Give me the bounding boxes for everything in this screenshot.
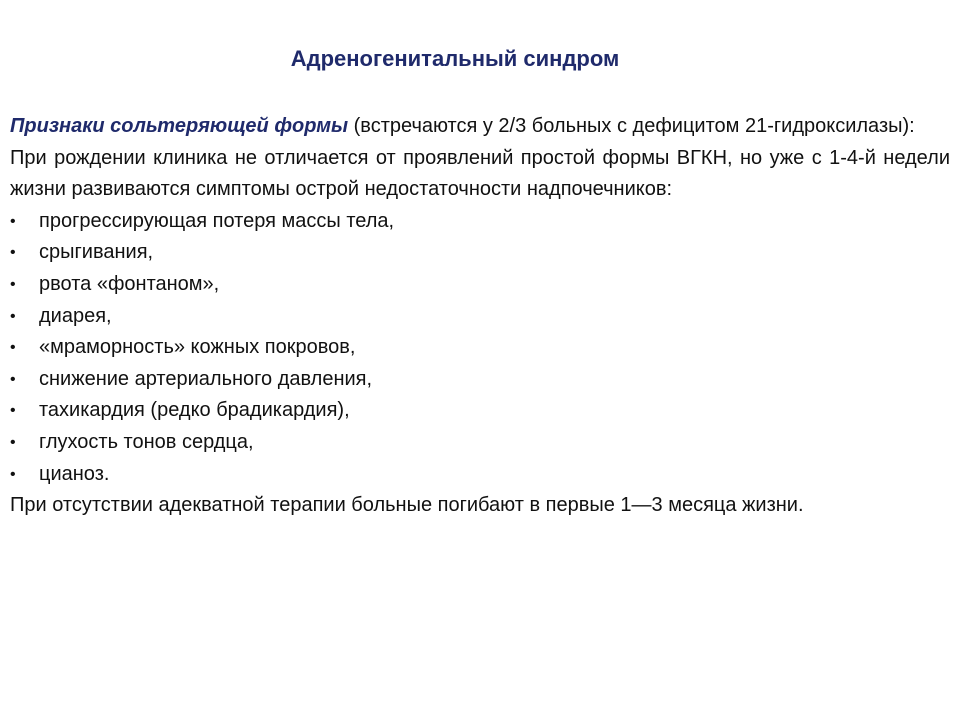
list-item-text: снижение артериального давления, [39,367,373,390]
list-item [10,269,950,301]
conclusion-paragraph: При отсутствии адекватной терапии больные погибают в первые 1—3 месяца жизни. [10,494,804,517]
list-item [10,459,950,491]
list-item-text: «мраморность» кожных покровов, [39,336,356,359]
clinical-paragraph: При рождении клиника не отличается от проявлений простой формы ВГКН, но уже с 1-4-й недели жизни развиваются симптомы острой недостаточности надпочечников: [10,146,950,201]
list-item [10,332,950,364]
bullet-icon: • [10,244,16,262]
list-item-text: тахикардия (редко брадикардия), [39,399,350,422]
list-item [10,301,950,333]
bullet-icon: • [10,465,16,483]
list-item-text: прогрессирующая потеря массы тела, [39,209,395,232]
bullet-icon: • [10,433,16,451]
list-item [10,237,950,269]
list-item-text: рвота «фонтаном», [39,272,220,295]
bullet-icon: • [10,339,16,357]
slide-body [10,111,950,522]
bullet-icon: • [10,275,16,293]
list-item-text: срыгивания, [39,241,154,264]
intro-note: (встречаются у 2/3 больных с дефицитом 21-гидроксилазы): [348,115,915,137]
list-item [10,395,950,427]
bullet-icon: • [10,212,16,230]
intro-lead: Признаки сольтеряющей формы [10,115,349,137]
list-item-text: глухость тонов сердца, [39,430,254,453]
bullet-icon: • [10,307,16,325]
bullet-icon: • [10,402,16,420]
list-item-text: цианоз. [39,462,110,485]
symptom-list [10,206,950,490]
bullet-icon: • [10,370,16,388]
intro-paragraph [10,111,950,143]
list-item [10,427,950,459]
list-item-text: диарея, [39,304,112,327]
list-item [10,206,950,238]
slide-title: Адреногенитальный синдром [290,46,620,71]
list-item [10,364,950,396]
